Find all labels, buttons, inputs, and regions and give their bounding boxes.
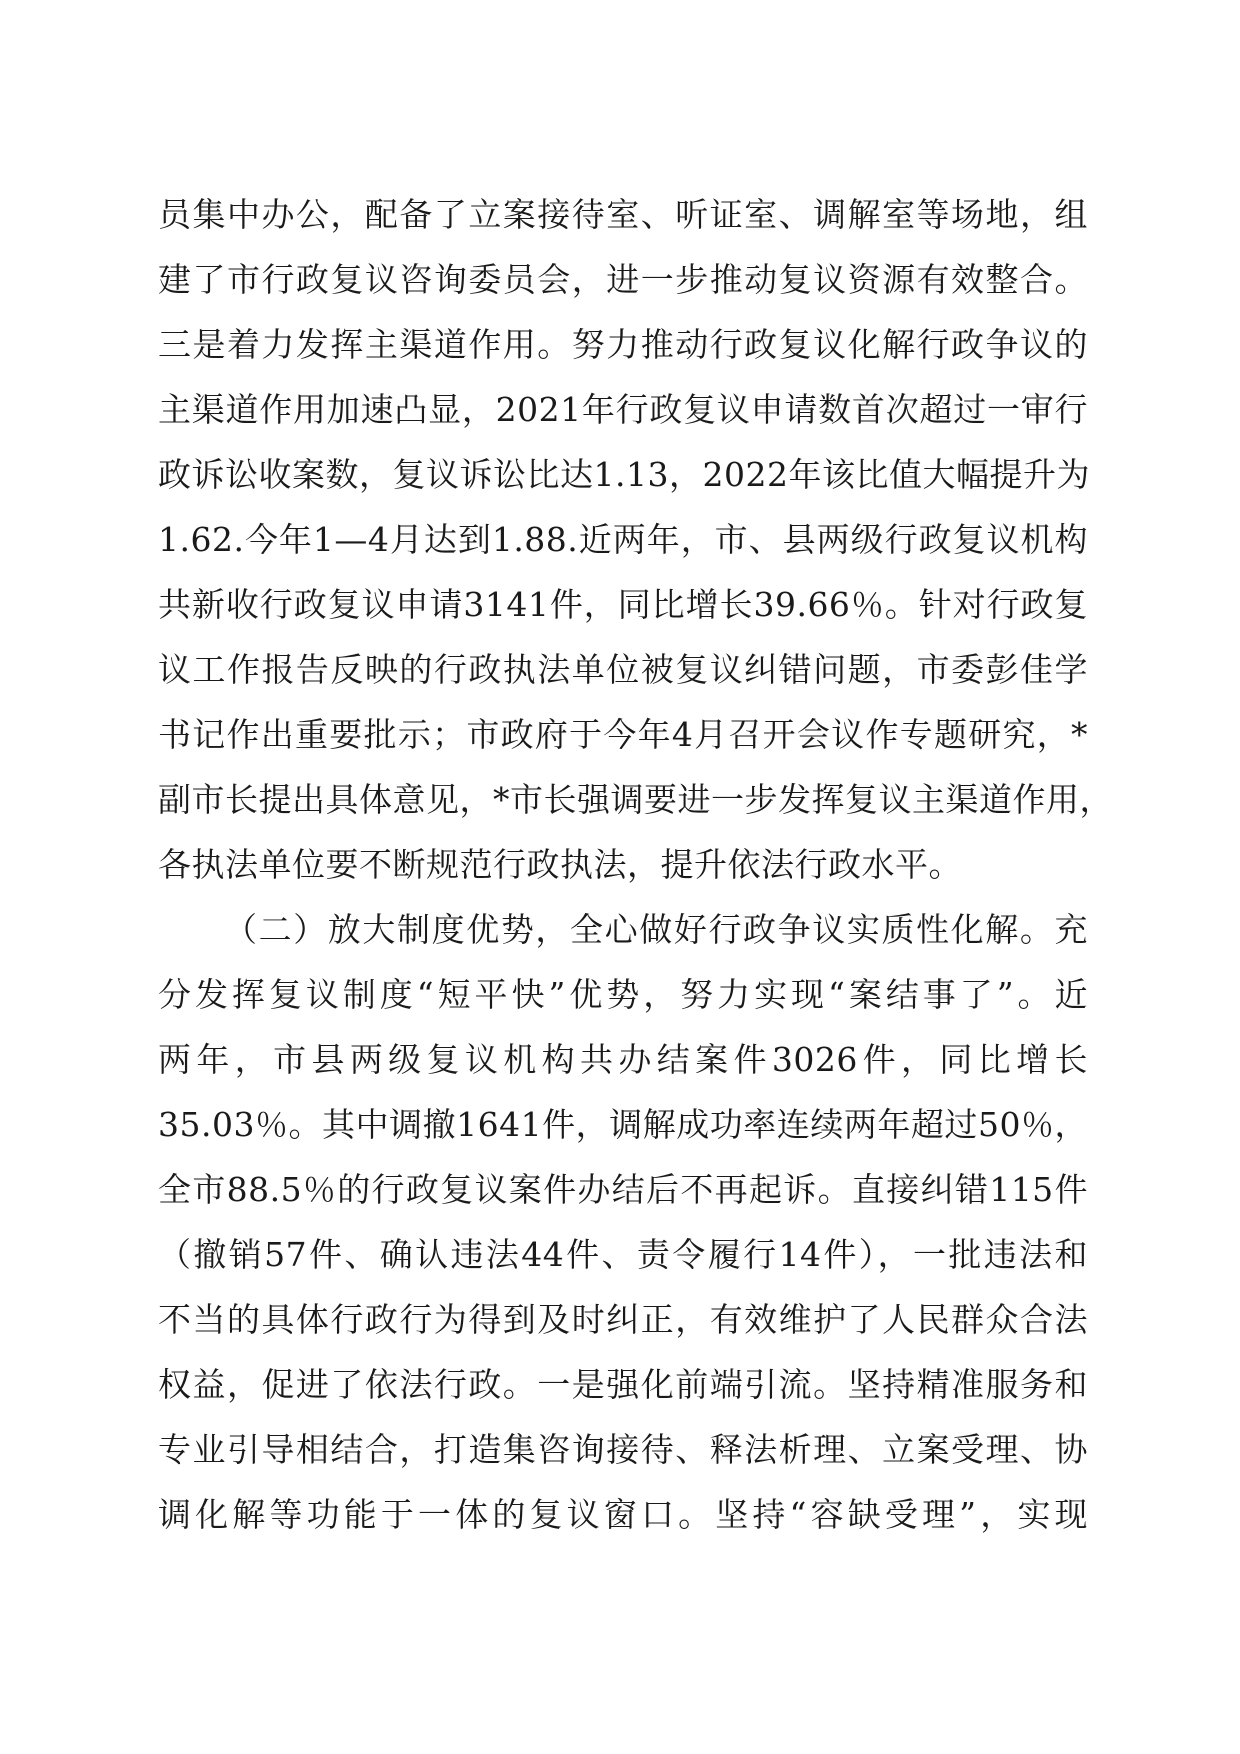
- text-line: 全市88.5％的行政复议案件办结后不再起诉。直接纠错115件: [158, 1170, 1088, 1209]
- text-line: 员集中办公，配备了立案接待室、听证室、调解室等场地，组: [158, 195, 1088, 234]
- section-heading-line: （二）放大制度优势，全心做好行政争议实质性化解。充: [224, 910, 1088, 949]
- text-line: 1.62.今年1—4月达到1.88.近两年，市、县两级行政复议机构: [158, 520, 1088, 559]
- text-line: 各执法单位要不断规范行政执法，提升依法行政水平。: [158, 845, 962, 884]
- text-line: 政诉讼收案数，复议诉讼比达1.13，2022年该比值大幅提升为: [158, 455, 1090, 494]
- text-line: 议工作报告反映的行政执法单位被复议纠错问题，市委彭佳学: [158, 650, 1088, 689]
- body-text: [158, 189, 1113, 1554]
- text-line: 调化解等功能于一体的复议窗口。坚持“容缺受理”，实现: [158, 1495, 1088, 1534]
- text-line: 不当的具体行政行为得到及时纠正，有效维护了人民群众合法: [158, 1300, 1088, 1339]
- text-line: 主渠道作用加速凸显，2021年行政复议申请数首次超过一审行: [158, 390, 1088, 429]
- text-line: 专业引导相结合，打造集咨询接待、释法析理、立案受理、协: [158, 1430, 1088, 1469]
- text-line: 三是着力发挥主渠道作用。努力推动行政复议化解行政争议的: [158, 325, 1088, 364]
- text-line: （撤销57件、确认违法44件、责令履行14件），一批违法和: [158, 1235, 1088, 1274]
- text-line: 书记作出重要批示；市政府于今年4月召开会议作专题研究，*: [158, 715, 1088, 754]
- text-line: 分发挥复议制度“短平快”优势，努力实现“案结事了”。近: [158, 975, 1088, 1014]
- text-line: 副市长提出具体意见，*市长强调要进一步发挥复议主渠道作用，: [158, 780, 1113, 819]
- text-line: 两年，市县两级复议机构共办结案件3026件，同比增长: [158, 1040, 1088, 1079]
- text-line: 权益，促进了依法行政。一是强化前端引流。坚持精准服务和: [158, 1365, 1088, 1404]
- text-line: 35.03％。其中调撤1641件，调解成功率连续两年超过50％，: [158, 1105, 1088, 1144]
- text-line: 共新收行政复议申请3141件，同比增长39.66％。针对行政复: [158, 585, 1088, 624]
- text-line: 建了市行政复议咨询委员会，进一步推动复议资源有效整合。: [158, 260, 1088, 299]
